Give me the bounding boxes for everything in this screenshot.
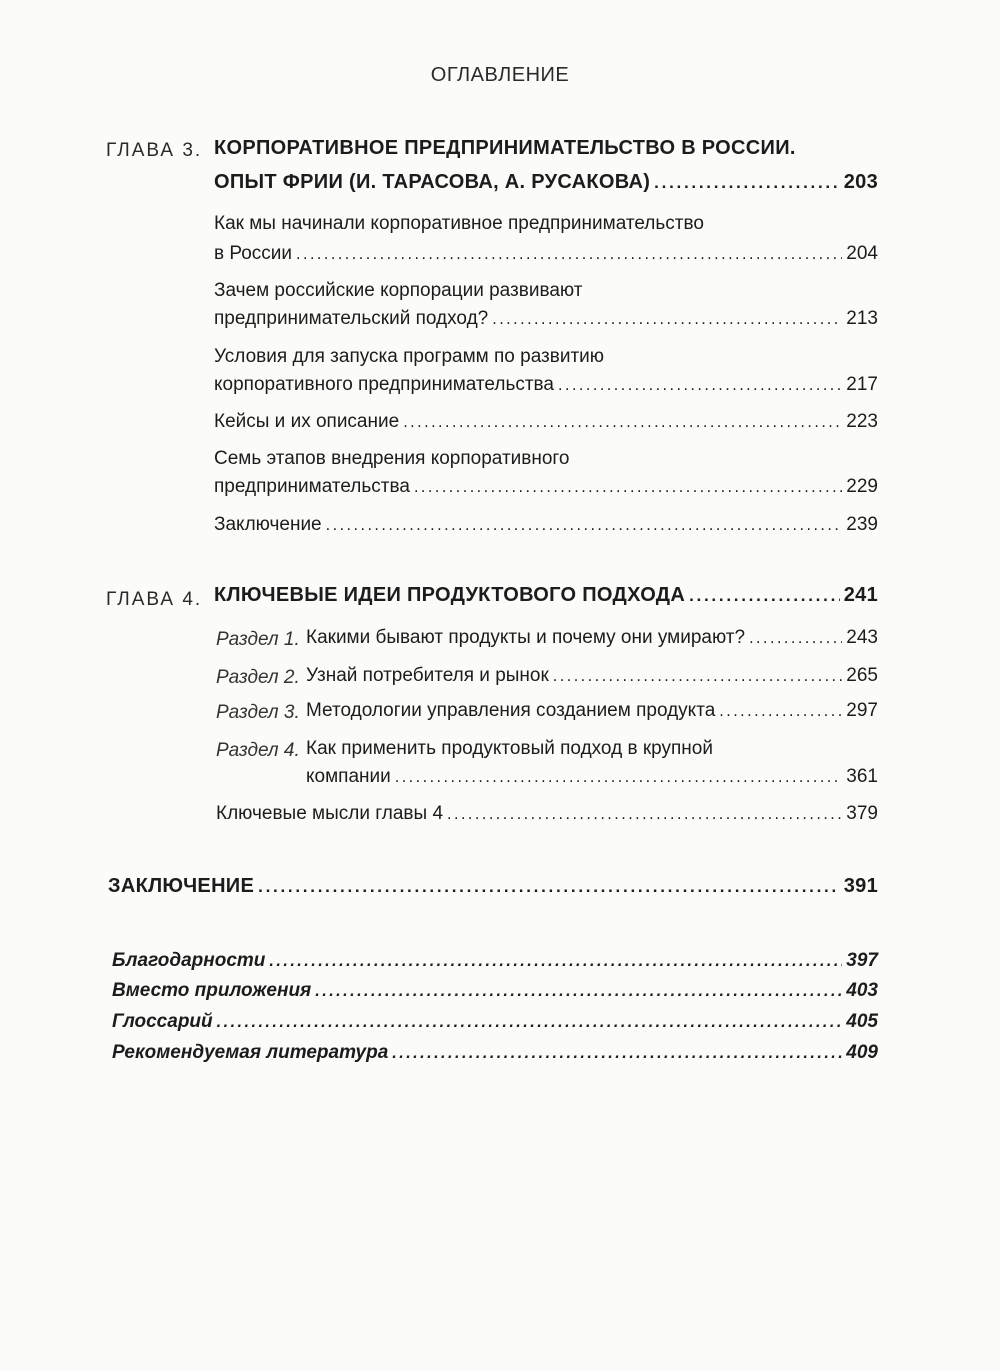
toc-entry-line1: Как мы начинали корпоративное предпринимательство xyxy=(214,213,704,234)
toc-entry-page: 204 xyxy=(846,243,878,264)
conclusion-entry[interactable] xyxy=(108,875,878,898)
dot-leader xyxy=(326,516,843,535)
appendix-page: 405 xyxy=(846,1011,878,1032)
toc-entry[interactable] xyxy=(306,766,878,788)
toc-entry-line2: предпринимательства xyxy=(214,476,410,497)
page-title: ОГЛАВЛЕНИЕ xyxy=(430,64,570,86)
dot-leader xyxy=(315,982,842,1001)
appendix-entry[interactable] xyxy=(112,1011,878,1033)
dot-leader xyxy=(492,310,842,329)
dot-leader xyxy=(269,952,842,971)
toc-entry-page: 239 xyxy=(846,514,878,535)
chapter-3-label: ГЛАВА 3. xyxy=(106,140,203,161)
conclusion-page: 391 xyxy=(843,875,878,897)
toc-entry[interactable] xyxy=(214,374,878,396)
toc-entry-title: Заключение xyxy=(214,514,322,535)
toc-entry[interactable] xyxy=(214,308,878,330)
appendix-title: Благодарности xyxy=(112,950,266,971)
toc-entry-page: 243 xyxy=(846,627,878,648)
appendix-page: 403 xyxy=(846,980,878,1001)
appendix-page: 397 xyxy=(846,950,878,971)
dot-leader xyxy=(392,1044,842,1063)
toc-entry-page: 297 xyxy=(846,700,878,721)
chapter-4-title: КЛЮЧЕВЫЕ ИДЕИ ПРОДУКТОВОГО ПОДХОДА xyxy=(214,584,686,606)
section-prefix: Раздел 3. xyxy=(216,702,300,723)
toc-entry-line2: предпринимательский подход? xyxy=(214,308,489,329)
section-prefix: Раздел 2. xyxy=(216,667,300,688)
dot-leader xyxy=(447,805,842,824)
dot-leader xyxy=(558,376,842,395)
toc-entry[interactable] xyxy=(214,411,878,433)
toc-entry-line1: Условия для запуска программ по развитию xyxy=(214,346,605,367)
toc-entry-title: Ключевые мысли главы 4 xyxy=(216,803,444,824)
toc-entry[interactable] xyxy=(306,700,878,722)
toc-entry[interactable] xyxy=(216,803,878,825)
toc-entry-line2: компании xyxy=(306,766,391,787)
dot-leader xyxy=(296,245,842,264)
toc-entry-line1: Зачем российские корпорации развивают xyxy=(214,280,583,301)
dot-leader xyxy=(217,1013,843,1032)
toc-entry-page: 217 xyxy=(846,374,878,395)
toc-entry-page: 223 xyxy=(846,411,878,432)
toc-entry-title: Кейсы и их описание xyxy=(214,411,400,432)
appendix-entry[interactable] xyxy=(112,980,878,1002)
appendix-title: Вместо приложения xyxy=(112,980,312,1001)
section-prefix: Раздел 4. xyxy=(216,740,300,761)
toc-entry-page: 213 xyxy=(846,308,878,329)
toc-entry[interactable] xyxy=(214,476,878,498)
dot-leader xyxy=(258,877,840,897)
dot-leader xyxy=(395,768,843,787)
dot-leader xyxy=(553,667,843,686)
toc-entry-title: Узнай потребителя и рынок xyxy=(306,665,549,686)
chapter-3-title-line1: КОРПОРАТИВНОЕ ПРЕДПРИНИМАТЕЛЬСТВО В РОССИИ. xyxy=(214,137,796,159)
toc-entry-line2: в России xyxy=(214,243,293,264)
toc-entry-page: 265 xyxy=(846,665,878,686)
toc-entry-line2: корпоративного предпринимательства xyxy=(214,374,554,395)
chapter-4-page: 241 xyxy=(843,584,878,606)
appendix-entry[interactable] xyxy=(112,1042,878,1064)
toc-entry-page: 229 xyxy=(846,476,878,497)
toc-entry[interactable] xyxy=(306,665,878,687)
dot-leader xyxy=(689,586,840,606)
appendix-title: Рекомендуемая литература xyxy=(112,1042,389,1063)
chapter-3-title-line2: ОПЫТ ФРИИ (И. ТАРАСОВА, А. РУСАКОВА) xyxy=(214,171,651,193)
toc-entry[interactable] xyxy=(214,514,878,536)
toc-entry-title: Методологии управления созданием продукта xyxy=(306,700,716,721)
chapter-3-page: 203 xyxy=(843,171,878,193)
dot-leader xyxy=(403,413,842,432)
chapter-4-label: ГЛАВА 4. xyxy=(106,589,203,610)
dot-leader xyxy=(414,478,842,497)
dot-leader xyxy=(719,702,842,721)
appendix-title: Глоссарий xyxy=(112,1011,213,1032)
toc-entry[interactable] xyxy=(214,243,878,265)
section-prefix: Раздел 1. xyxy=(216,629,300,650)
conclusion-title: ЗАКЛЮЧЕНИЕ xyxy=(108,875,255,897)
appendix-entry[interactable] xyxy=(112,950,878,972)
toc-entry-line1: Семь этапов внедрения корпоративного xyxy=(214,448,570,469)
toc-entry-page: 379 xyxy=(846,803,878,824)
toc-entry[interactable] xyxy=(306,627,878,649)
dot-leader xyxy=(654,173,840,193)
chapter-3-entry[interactable] xyxy=(214,171,878,194)
toc-entry-page: 361 xyxy=(846,766,878,787)
dot-leader xyxy=(749,629,842,648)
chapter-4-entry[interactable] xyxy=(214,584,878,607)
appendix-page: 409 xyxy=(846,1042,878,1063)
toc-entry-line1: Как применить продуктовый подход в крупной xyxy=(306,738,713,759)
toc-entry-title: Какими бывают продукты и почему они умирают? xyxy=(306,627,746,648)
